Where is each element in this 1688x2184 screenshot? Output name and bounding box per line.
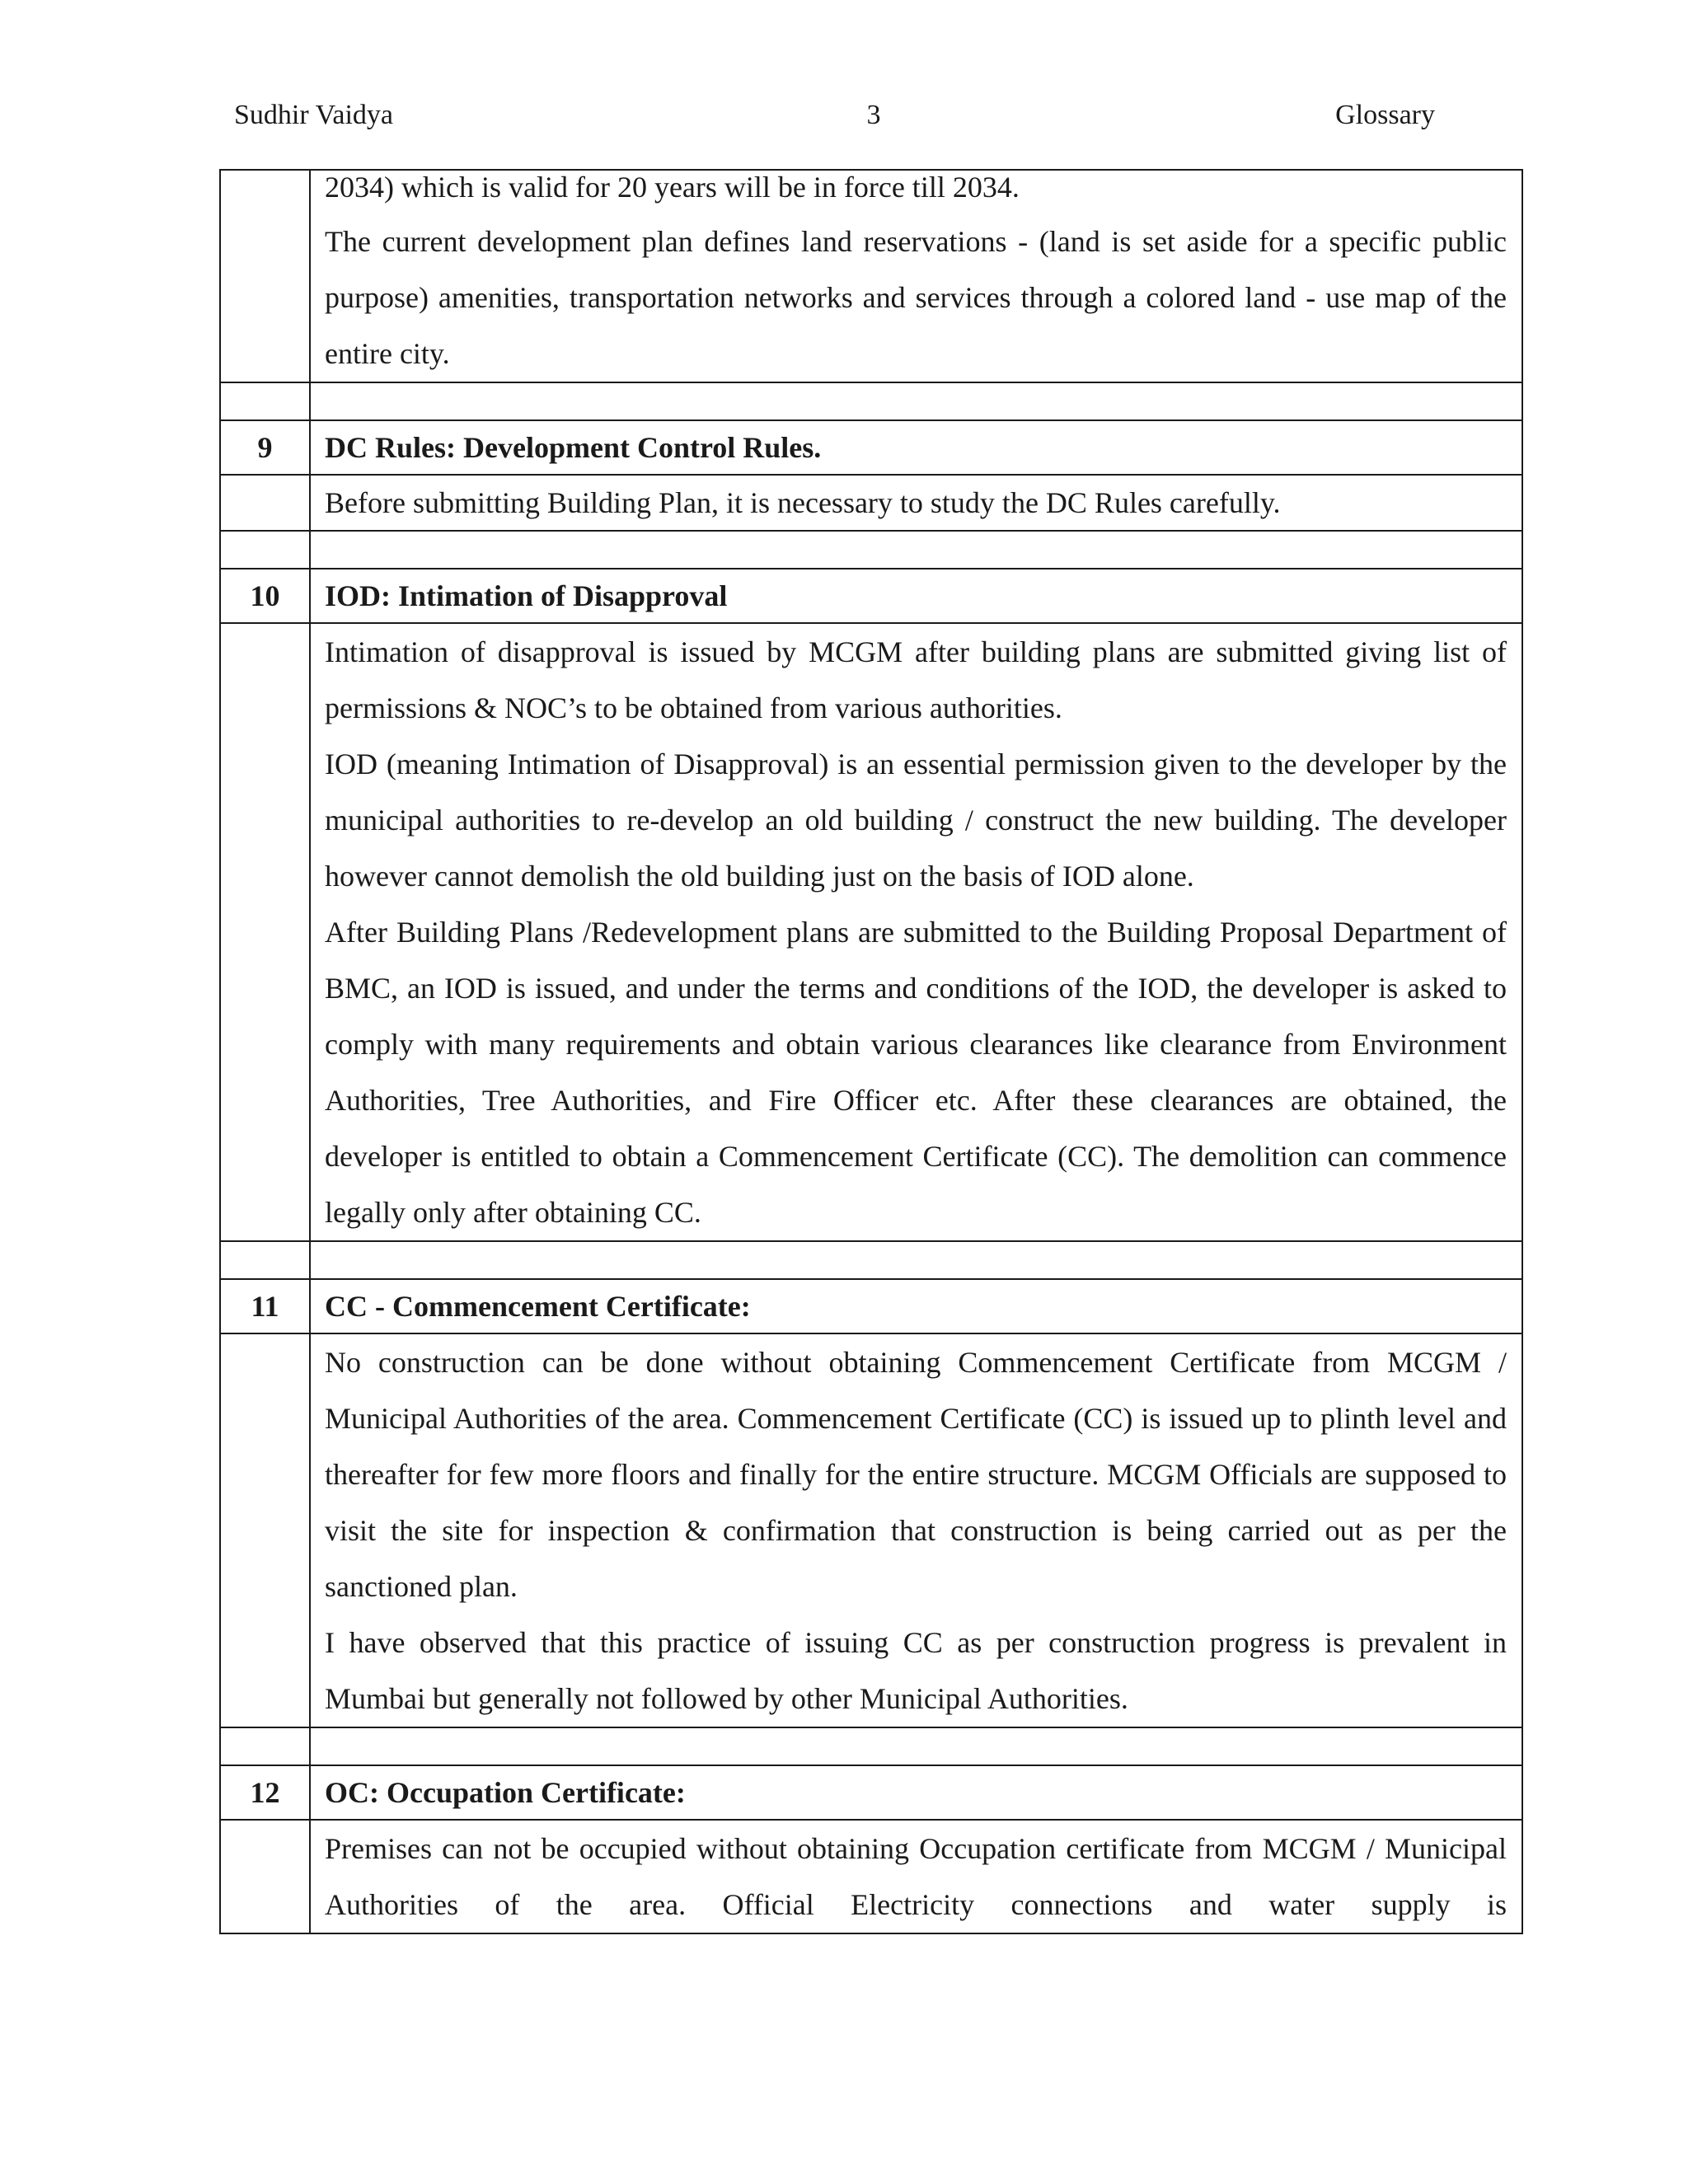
entry-body-cell: [310, 475, 1522, 531]
paragraph: The current development plan defines land reservations - (land is set aside for a specific public purpose) amenities, transportation networks and services through a colored land - use map of the entire city.: [325, 225, 1507, 370]
entry-title: CC - Commencement Certificate:: [310, 1279, 1522, 1333]
table-row-entry-10-title: [220, 569, 1522, 623]
paragraph: After Building Plans /Redevelopment plans are submitted to the Building Proposal Department of BMC, an IOD is issued, and under the terms and conditions of the IOD, the developer is asked to comply with many requirements and obtain various clearances like clearance from Environment Authorities, Tree Authorities, and Fire Officer etc. After these clearances are obtained, the developer is entitled to obtain a Commencement Certificate (CC). The demolition can commence legally only after obtaining CC.: [325, 916, 1507, 1229]
paragraph: 2034) which is valid for 20 years will be in force till 2034.: [325, 171, 1020, 204]
entry-title: IOD: Intimation of Disapproval: [310, 569, 1522, 623]
page-number: 3: [866, 100, 881, 130]
table-row-entry-12-body: [220, 1820, 1522, 1933]
paragraph: Before submitting Building Plan, it is necessary to study the DC Rules carefully.: [325, 486, 1281, 519]
paragraph: IOD (meaning Intimation of Disapproval) is an essential permission given to the developer by the municipal authorities to re-develop an old building / construct the new building. The developer however cannot demolish the old building just on the basis of IOD alone.: [325, 748, 1507, 893]
paragraph: Intimation of disapproval is issued by MCGM after building plans are submitted giving list of permissions & NOC’s to be obtained from various authorities.: [325, 635, 1507, 724]
table-row-spacer: [220, 382, 1522, 420]
paragraph: Premises can not be occupied without obtaining Occupation certificate from MCGM / Municipal Authorities of the area. Official Electricity connections and water supply is: [325, 1832, 1507, 1921]
entry-body-cell: [310, 623, 1522, 1241]
entry-body-cell: [310, 1333, 1522, 1727]
entry-title: OC: Occupation Certificate:: [310, 1765, 1522, 1820]
entry-number: 10: [220, 569, 310, 623]
glossary-table: [219, 169, 1523, 1934]
table-row-spacer: [220, 1727, 1522, 1765]
header-author: Sudhir Vaidya: [234, 100, 393, 130]
entry-number: 11: [220, 1279, 310, 1333]
entry-number: 9: [220, 420, 310, 475]
paragraph: I have observed that this practice of issuing CC as per construction progress is prevalent in Mumbai but generally not followed by other Municipal Authorities.: [325, 1626, 1507, 1715]
table-row-entry-12-title: [220, 1765, 1522, 1820]
header-section: Glossary: [1335, 100, 1435, 130]
table-row-entry-9-title: [220, 420, 1522, 475]
table-row-entry-11-title: [220, 1279, 1522, 1333]
table-row-entry-11-body: [220, 1333, 1522, 1727]
table-row-continuation: [220, 170, 1522, 382]
entry-number: 12: [220, 1765, 310, 1820]
table-row-entry-10-body: [220, 623, 1522, 1241]
table-row-entry-9-body: [220, 475, 1522, 531]
entry-title: DC Rules: Development Control Rules.: [310, 420, 1522, 475]
paragraph: No construction can be done without obtaining Commencement Certificate from MCGM / Municipal Authorities of the area. Commencement Certificate (CC) is issued up to plinth level and thereafter for few more floors and finally for the entire structure. MCGM Officials are supposed to visit the site for inspection & confirmation that construction is being carried out as per the sanctioned plan.: [325, 1346, 1507, 1603]
entry-body-cell: [310, 170, 1522, 382]
table-row-spacer: [220, 1241, 1522, 1279]
entry-body-cell: [310, 1820, 1522, 1933]
table-row-spacer: [220, 531, 1522, 569]
entry-number-cell: [220, 170, 310, 382]
